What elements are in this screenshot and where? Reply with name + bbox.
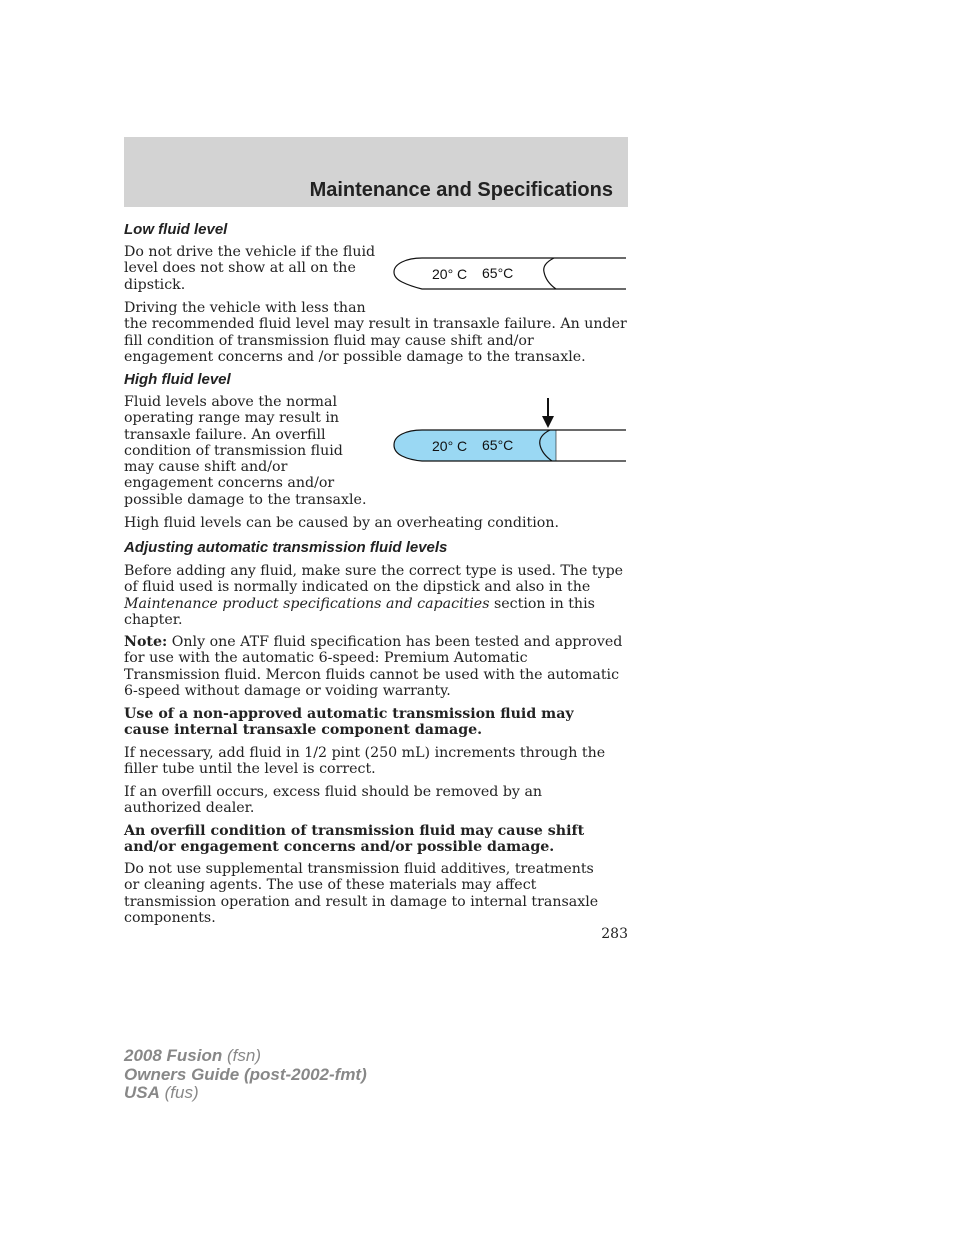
dipstick-label-20c: 20° C — [432, 266, 468, 282]
footer-market: USA — [124, 1083, 160, 1102]
high-fluid-paragraph-1: Fluid levels above the normal operating range may result in transaxle failure. An overfill condition of transmission fluid may cause shift and/or engagement concerns and/or possible damage to the transaxle. — [124, 394, 367, 508]
high-fluid-paragraph-2: High fluid levels can be caused by an overheating condition. — [124, 515, 559, 531]
level-arrow-icon — [542, 416, 554, 428]
dipstick-hot-mark — [544, 258, 556, 289]
adjusting-paragraph-2: If necessary, add fluid in 1/2 pint (250 mL) increments through the filler tube until the level is correct. — [124, 745, 606, 778]
adjusting-heading: Adjusting automatic transmission fluid levels — [124, 539, 448, 556]
section-header — [124, 137, 628, 207]
footer-line-3 — [124, 1084, 367, 1103]
low-fluid-dipstick-diagram — [392, 254, 628, 294]
adjusting-paragraph-1-text: Before adding any fluid, make sure the correct type is used. The type of fluid used is normally indicated on the dipstick and also in the — [124, 563, 624, 596]
low-fluid-paragraph-2-line1: Driving the vehicle with less than — [124, 300, 366, 316]
low-fluid-paragraph-1: Do not drive the vehicle if the fluid level does not show at all on the dipstick. — [124, 244, 376, 293]
adjusting-paragraph-1 — [124, 563, 627, 628]
high-fluid-dipstick-diagram — [392, 396, 628, 466]
low-fluid-paragraph-2-rest: the recommended fluid level may result in transaxle failure. An under fill condition of transmission fluid may cause shift and/or engagement concerns and /or possible damage to the transaxle. — [124, 316, 627, 365]
adjusting-paragraph-1-tail: section in this chapter. — [124, 595, 595, 628]
note-text: Only one ATF fluid specification has been tested and approved for use with the automatic 6-speed: Premium Automatic Transmission fluid. Mercon fluids cannot be used with the automatic 6-speed without damage or voiding warranty. — [124, 634, 623, 699]
footer-guide-name: Owners Guide (post-2002-fmt) — [124, 1064, 367, 1084]
dipstick-label-20c: 20° C — [432, 438, 468, 454]
low-fluid-paragraph-2 — [124, 300, 627, 365]
document-footer — [124, 1047, 367, 1103]
warning-overfill: An overfill condition of transmission fluid may cause shift and/or engagement concerns and/or possible damage. — [124, 823, 585, 856]
page-number: 283 — [601, 926, 628, 942]
section-title: Maintenance and Specifications — [309, 179, 613, 201]
footer-market-code: (fus) — [164, 1083, 199, 1102]
note-paragraph — [124, 634, 627, 699]
footer-model: 2008 Fusion — [124, 1046, 223, 1065]
high-fluid-heading: High fluid level — [124, 371, 231, 388]
footer-line-1 — [124, 1047, 367, 1066]
note-label: Note: — [124, 634, 168, 650]
footer-model-code: (fsn) — [227, 1046, 261, 1065]
adjusting-paragraph-4: Do not use supplemental transmission fluid additives, treatments or cleaning agents. The use of these materials may affect transmission operation and result in damage to internal transaxle components. — [124, 861, 599, 926]
low-fluid-heading: Low fluid level — [124, 221, 228, 238]
dipstick-label-65c: 65°C — [482, 265, 514, 281]
section-reference: Maintenance product specifications and capacities — [124, 595, 490, 612]
dipstick-label-65c: 65°C — [482, 437, 514, 453]
overfill-fluid-area — [394, 430, 556, 461]
warning-non-approved-fluid: Use of a non-approved automatic transmission fluid may cause internal transaxle component damage. — [124, 706, 574, 739]
adjusting-paragraph-3: If an overfill occurs, excess fluid should be removed by an authorized dealer. — [124, 784, 543, 817]
